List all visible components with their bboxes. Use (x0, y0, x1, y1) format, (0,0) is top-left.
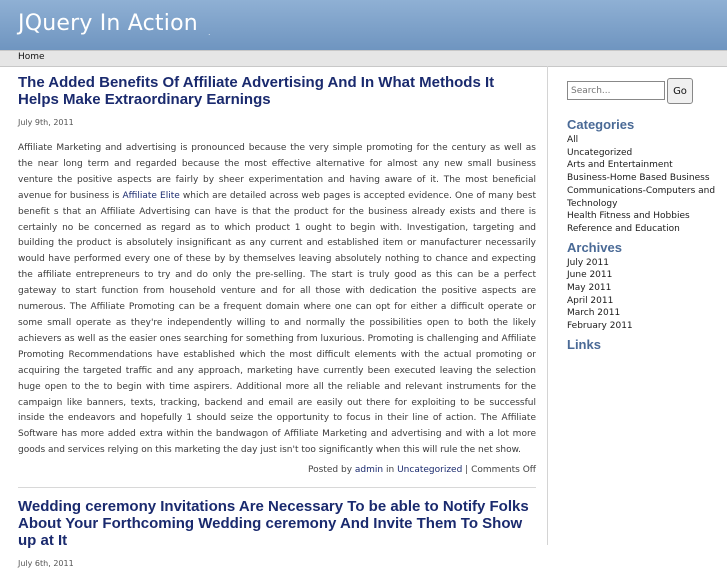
post-comments-status: | Comments Off (465, 465, 536, 476)
nav-home-link[interactable]: Home (18, 52, 45, 62)
post-separator (18, 487, 536, 488)
category-link[interactable]: Arts and Entertainment (567, 160, 673, 171)
post-body-text-continued: which are detailed across web pages is accepted evidence. One of many best benefit s that an Affiliate Advertising can have is that the product for the business already exists and there is certainly no be concerned as regard as to which product 1 ought to begin with. Investigation, targeting and building the product is absolutely insignificant as any current and established item or manufacturer necessarily would have performed every one of these by by themselves leaving absolutely nothing to chance and expecting the affiliate entrepreneurs to try and do only the pre-selling. The start is truly good as this can be a perfect gateway to start function from household venture and for all those with dedication the positive aspects are numerous. The Affiliate Promoting can be a frequent domain where one can opt for either a difficult operate or some small operate as they're independently willing to and normally the possibilities open to both the likely achievers as well as the easier ones searching for something from luxurious. Promoting is challenging and Affiliate Promoting Recommendations have established which the most difficult elements with the actual promoting or acquiring the targeted traffic and any approach, marketing have currently been executed leaving the selection huge open to the to begin with time aspirers. Additional more all the reliable and relevant instruments for the campaign like banners, texts, tracking, backend and email are easily out there for exploiting to be successful inside the endeavors and hopefully 1 should seize the opportunity to focus in their line of action. The Affiliate Software has more added extra within the bandwagon of Affiliate Marketing and advertising and with a lot more goods and services relying on this marketing the day just isn't too significantly when this will rule the net show. (18, 190, 536, 456)
archive-link[interactable]: May 2011 (567, 283, 612, 294)
archive-link[interactable]: April 2011 (567, 295, 614, 306)
category-item (567, 223, 717, 236)
post-body-text: Affiliate Marketing and advertising is pronounced because the very simple promoting for the century as well as the near long term and regarded because the most effective alternative for almost any new small business venture the positive aspects are fairly by sheer experimentation and having aware of it. The most beneficial avenue for business is (18, 143, 536, 201)
category-link[interactable]: Health Fitness and Hobbies (567, 211, 690, 222)
search-button[interactable]: Go (667, 78, 693, 104)
post-title[interactable]: Wedding ceremony Invitations Are Necessary To be able to Notify Folks About Your Forthcoming Wedding ceremony And Invite Them To Show up at It (18, 498, 529, 550)
archive-item (567, 269, 717, 282)
post-body-link[interactable]: Affiliate Elite (122, 190, 180, 201)
nav-bar (0, 50, 727, 67)
archives-heading: Archives (567, 239, 622, 255)
archive-item (567, 320, 717, 333)
post-meta-in: in (385, 465, 395, 476)
search-form (567, 80, 717, 110)
category-item (567, 147, 717, 160)
sidebar-divider (547, 66, 548, 545)
archive-item (567, 295, 717, 308)
site-title-dot: . (208, 28, 211, 37)
search-input[interactable] (567, 81, 665, 100)
archive-link[interactable]: February 2011 (567, 321, 633, 332)
post-title[interactable]: The Added Benefits Of Affiliate Advertising And In What Methods It Helps Make Extraordinary Earnings (18, 74, 495, 108)
archive-link[interactable]: July 2011 (567, 257, 609, 268)
archive-item (567, 257, 717, 270)
category-link[interactable]: All (567, 135, 579, 145)
category-link[interactable]: Reference and Education (567, 223, 680, 234)
links-heading: Links (567, 336, 601, 352)
post (18, 498, 536, 568)
archive-item (567, 307, 717, 320)
post-date: July 6th, 2011 (18, 559, 74, 568)
category-item (567, 185, 717, 210)
categories-heading: Categories (567, 117, 635, 132)
post-meta-posted-by: Posted by (308, 465, 353, 476)
post-category-link[interactable]: Uncategorized (397, 465, 463, 476)
archives-list (567, 257, 717, 333)
sidebar (567, 80, 717, 352)
main-content (18, 74, 536, 568)
category-item (567, 210, 717, 223)
category-link[interactable]: Communications-Computers and Technology (567, 185, 716, 209)
archive-item (567, 282, 717, 295)
post-body (18, 141, 536, 459)
category-link[interactable]: Uncategorized (567, 147, 633, 158)
post-meta (18, 465, 536, 475)
archive-link[interactable]: March 2011 (567, 308, 621, 319)
site-header (0, 0, 727, 50)
category-item (567, 172, 717, 185)
post-date: July 9th, 2011 (18, 118, 74, 127)
post (18, 74, 536, 475)
categories-list (567, 134, 717, 236)
category-item (567, 134, 717, 147)
site-title[interactable]: JQuery In Action (18, 11, 198, 36)
post-author-link[interactable]: admin (354, 465, 384, 476)
category-item (567, 159, 717, 172)
category-link[interactable]: Business-Home Based Business (567, 173, 710, 184)
archive-link[interactable]: June 2011 (567, 270, 613, 281)
